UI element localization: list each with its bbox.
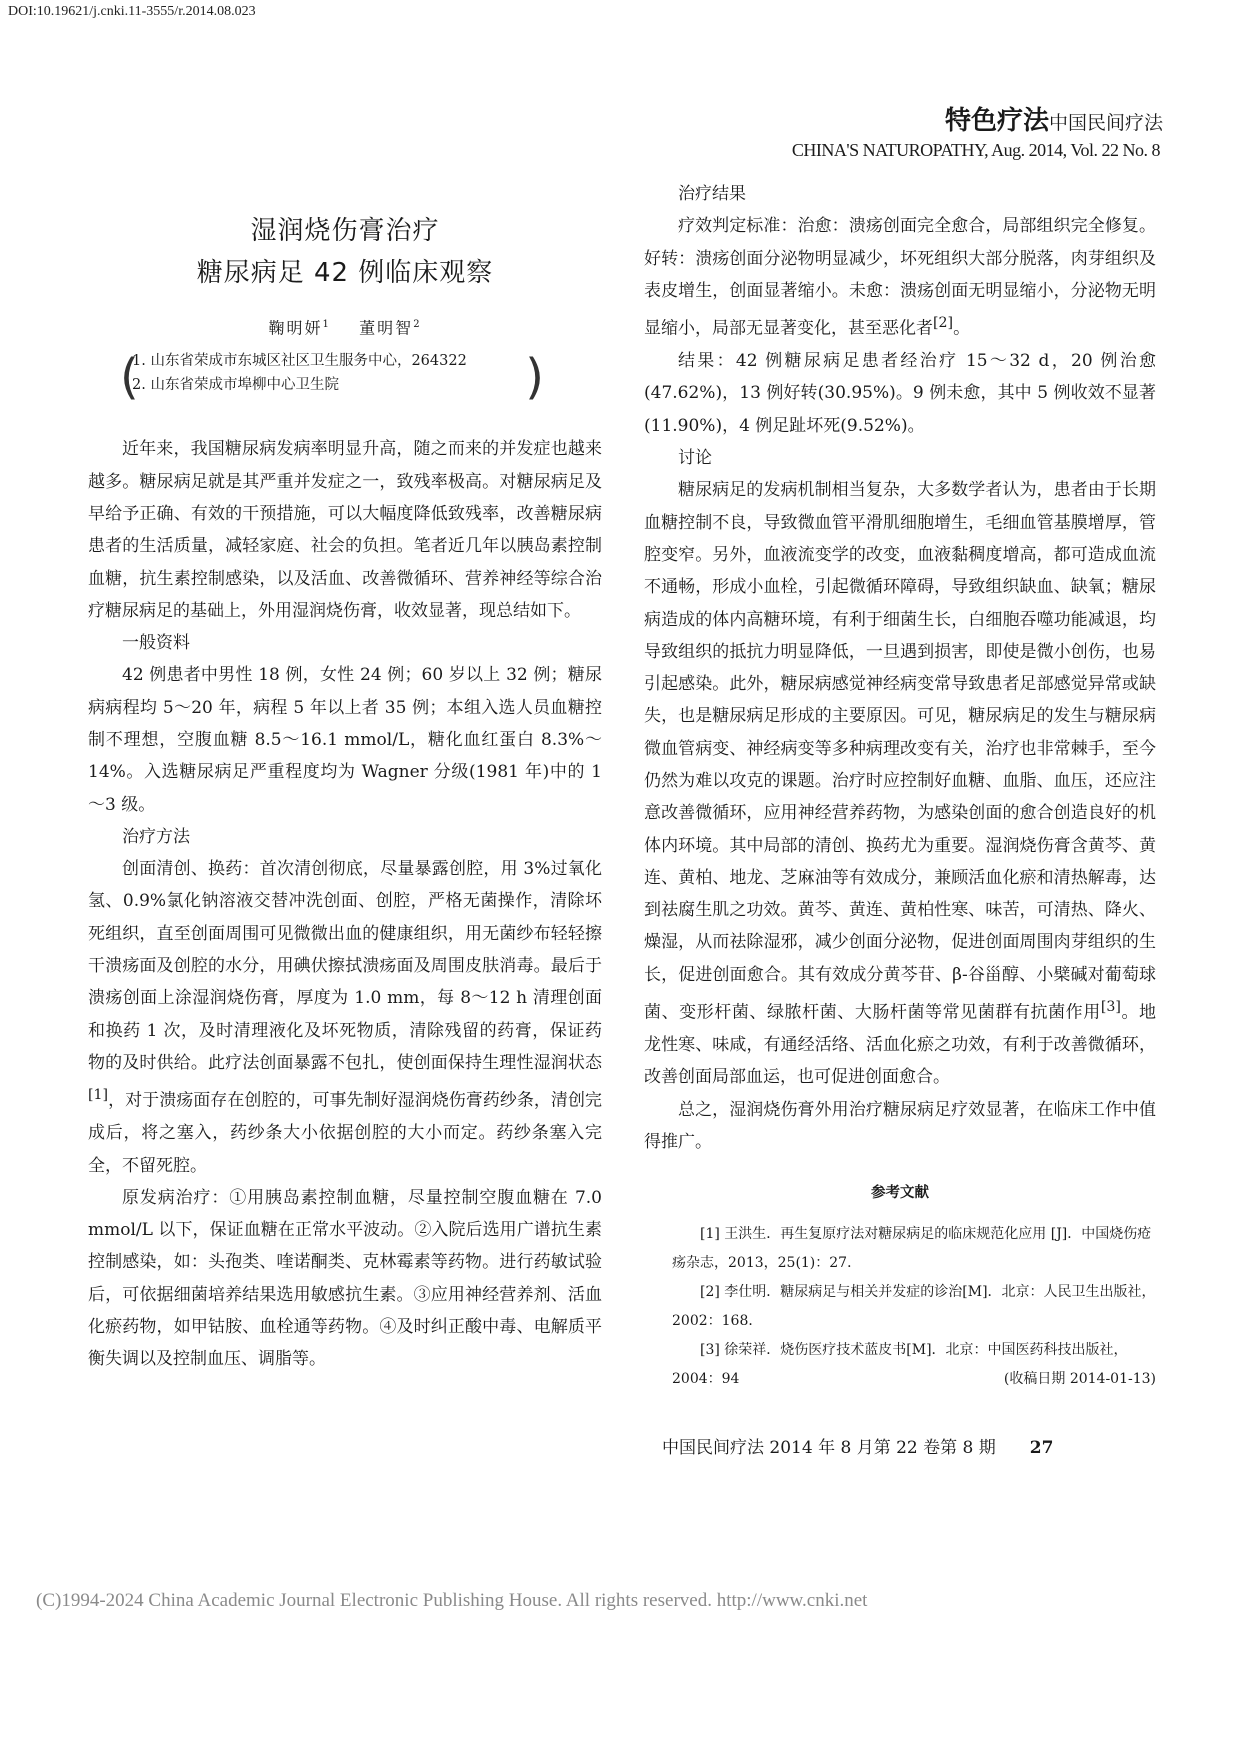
affiliation-mark: 2 — [413, 319, 422, 330]
references-heading: 参考文献 — [871, 1185, 929, 1202]
text-span: 创面清创、换药：首次清创彻底，尽量暴露创腔，用 3%过氧化氢、0.9%氯化钠溶液交替冲洗创面、创腔，严格无菌操作，清除坏死组织，直至创面周围可见微微出血的健康组织，用无菌纱布轻轻擦干溃疡面及创腔的水分，用碘伏擦拭溃疡面及周围皮肤消毒。最后于溃疡创面上涂湿润烧伤膏，厚度为 1.0 mm，每 8～12 h 清理创面和换药 1 次，及时清理液化及坏死物质，清除残留的药膏，保证药物的及时供给。此疗法创面暴露不包扎，使创面保持生理性湿润状态 — [88, 859, 602, 1073]
footer-citation: 中国民间疗法 2014 年 8 月第 22 卷第 8 期 — [662, 1438, 996, 1458]
citation-link[interactable]: [2] — [933, 315, 954, 332]
method-paragraph-2: 原发病治疗：①用胰岛素控制血糖，尽量控制空腹血糖在 7.0 mmol/L 以下，保证血糖在正常水平波动。②入院后选用广谱抗生素控制感染，如：头孢类、喹诺酮类、克林霉素等药物。进行药敏试验后，可依据细菌培养结果选用敏感抗生素。③应用神经营养剂、活血化瘀药物，如甲钴胺、血栓通等药物。④及时纠正酸中毒、电解质平衡失调以及控制血压、调脂等。 — [88, 1187, 602, 1370]
affiliation-mark: 1 — [322, 319, 331, 330]
reference-text: [3] 徐荣祥．烧伤医疗技术蓝皮书[M]．北京：中国医药科技出版社，2004：94 — [672, 1342, 1128, 1388]
page-number: 27 — [1029, 1438, 1054, 1458]
section-heading-result: 治疗结果 — [678, 184, 746, 204]
article-title — [88, 210, 602, 294]
affiliation-1: 1. 山东省荣成市东城区社区卫生服务中心，264322 — [132, 353, 467, 370]
result-paragraph: 结果：42 例糖尿病足患者经治疗 15～32 d，20 例治愈(47.62%)，13 例好转(30.95%)。9 例未愈，其中 5 例收效不显著(11.90%)，4 例足趾坏死(9.52%)。 — [644, 351, 1156, 436]
title-line-1: 湿润烧伤膏治疗 — [250, 216, 440, 246]
page-footer — [662, 1433, 1053, 1458]
reference-item: [1] 王洪生．再生复原疗法对糖尿病足的临床规范化应用 [J]．中国烧伤疮疡杂志，2013，25(1)：27． — [672, 1226, 1152, 1272]
text-span: 糖尿病足的发病机制相当复杂，大多数学者认为，患者由于长期血糖控制不良，导致微血管平滑肌细胞增生，毛细血管基膜增厚，管腔变窄。另外，血液流变学的改变，血液黏稠度增高，都可造成血流不通畅，形成小血栓，引起微循环障碍，导致组织缺血、缺氧；糖尿病造成的体内高糖环境，有利于细菌生长，白细胞吞噬功能减退，均导致组织的抵抗力明显降低，一旦遇到损害，即使是微小创伤，也易引起感染。此外，糖尿病感觉神经病变常导致患者足部感觉异常或缺失，也是糖尿病足形成的主要原因。可见，糖尿病足的发生与糖尿病微血管病变、神经病变等多种病理改变有关，治疗也非常棘手，至今仍然为难以攻克的课题。治疗时应控制好血糖、血脂、血压，还应注意改善微循环，应用神经营养药物，为感染创面的愈合创造良好的机体内环境。其中局部的清创、换药尤为重要。湿润烧伤膏含黄芩、黄连、黄柏、地龙、芝麻油等有效成分，兼顾活血化瘀和清热解毒，达到祛腐生肌之功效。黄芩、黄连、黄柏性寒、味苦，可清热、降火、燥湿，从而祛除湿邪，减少创面分泌物，促进创面周围肉芽组织的生长，促进创面愈合。其有效成分黄芩苷、β-谷甾醇、小檗碱对葡萄球菌、变形杆菌、绿脓杆菌、大肠杆菌等常见菌群有抗菌作用 — [644, 480, 1156, 1023]
text-span: 疗效判定标准：治愈：溃疡创面完全愈合，局部组织完全修复。好转：溃疡创面分泌物明显减少，坏死组织大部分脱落，肉芽组织及表皮增生，创面显著缩小。未愈：溃疡创面无明显缩小，分泌物无明显缩小，局部无显著变化，甚至恶化者 — [644, 216, 1156, 339]
right-column — [644, 178, 1156, 1394]
criteria-paragraph — [644, 210, 1156, 345]
section-heading-discussion: 讨论 — [678, 448, 712, 469]
author-name: 鞠明妍 — [268, 318, 323, 338]
method-paragraph-1 — [88, 853, 602, 1182]
title-line-2: 糖尿病足 42 例临床观察 — [196, 258, 494, 288]
citation-link[interactable]: [3] — [1100, 999, 1121, 1016]
section-label: 特色疗法 — [944, 106, 1049, 136]
doi-line: DOI:10.19621/j.cnki.11-3555/r.2014.08.023 — [8, 4, 256, 19]
received-date: (收稿日期 2014-01-13) — [1003, 1371, 1156, 1388]
copyright-notice: (C)1994-2024 China Academic Journal Electronic Publishing House. All rights reserved. http://www.cnki.net — [36, 1590, 868, 1611]
discussion-paragraph — [644, 474, 1156, 1093]
text-span: ，对于溃疡面存在创腔的，可事先制好湿润烧伤膏药纱条，清创完成后，将之塞入，药纱条大小依据创腔的大小而定。药纱条塞入完全，不留死腔。 — [88, 1090, 602, 1176]
section-tag — [945, 100, 1163, 137]
author-name: 董明智 — [359, 318, 414, 338]
text-span: 。 — [953, 318, 971, 339]
journal-name-cn: 中国民间疗法 — [1048, 112, 1163, 134]
intro-paragraph: 近年来，我国糖尿病发病率明显升高，随之而来的并发症也越来越多。糖尿病足就是其严重并发症之一，致残率极高。对糖尿病足及早给予正确、有效的干预措施，可以大幅度降低致残率，改善糖尿病患者的生活质量，减轻家庭、社会的负担。笔者近几年以胰岛素控制血糖，抗生素控制感染，以及活血、改善微循环、营养神经等综合治疗糖尿病足的基础上，外用湿润烧伤膏，收效显著，现总结如下。 — [88, 439, 602, 621]
citation-link[interactable]: [1] — [88, 1087, 109, 1104]
text-span: 。地龙性寒、味咸，有通经活络、活血化瘀之功效，有利于改善微循环，改善创面局部血运，也可促进创面愈合。 — [644, 1002, 1157, 1088]
right-parenthesis: ) — [525, 349, 544, 406]
section-heading-method: 治疗方法 — [122, 826, 190, 847]
reference-item — [644, 1336, 1156, 1394]
reference-item: [2] 李仕明．糖尿病足与相关并发症的诊治[M]．北京：人民卫生出版社，2002：168． — [672, 1284, 1156, 1330]
left-parenthesis: ( — [120, 349, 139, 406]
affiliation-2: 2. 山东省荣成市埠柳中心卫生院 — [132, 377, 339, 394]
general-paragraph: 42 例患者中男性 18 例，女性 24 例；60 岁以上 32 例；糖尿病病程均 5～20 年，病程 5 年以上者 35 例；本组入选人员血糖控制不理想，空腹血糖 8.5～16.1 mmol/L，糖化血红蛋白 8.3%～14%。入选糖尿病足严重程度均为 Wagner 分级(1981 年)中的 1～3 级。 — [88, 665, 602, 815]
affiliations — [120, 349, 602, 406]
section-heading-general: 一般资料 — [122, 633, 190, 654]
journal-name-en: CHINA'S NATUROPATHY, Aug. 2014, Vol. 22 No. 8 — [791, 140, 1160, 160]
conclusion-paragraph: 总之，湿润烧伤膏外用治疗糖尿病足疗效显著，在临床工作中值得推广。 — [644, 1099, 1156, 1152]
left-column — [88, 178, 602, 1376]
author-list — [88, 310, 602, 343]
